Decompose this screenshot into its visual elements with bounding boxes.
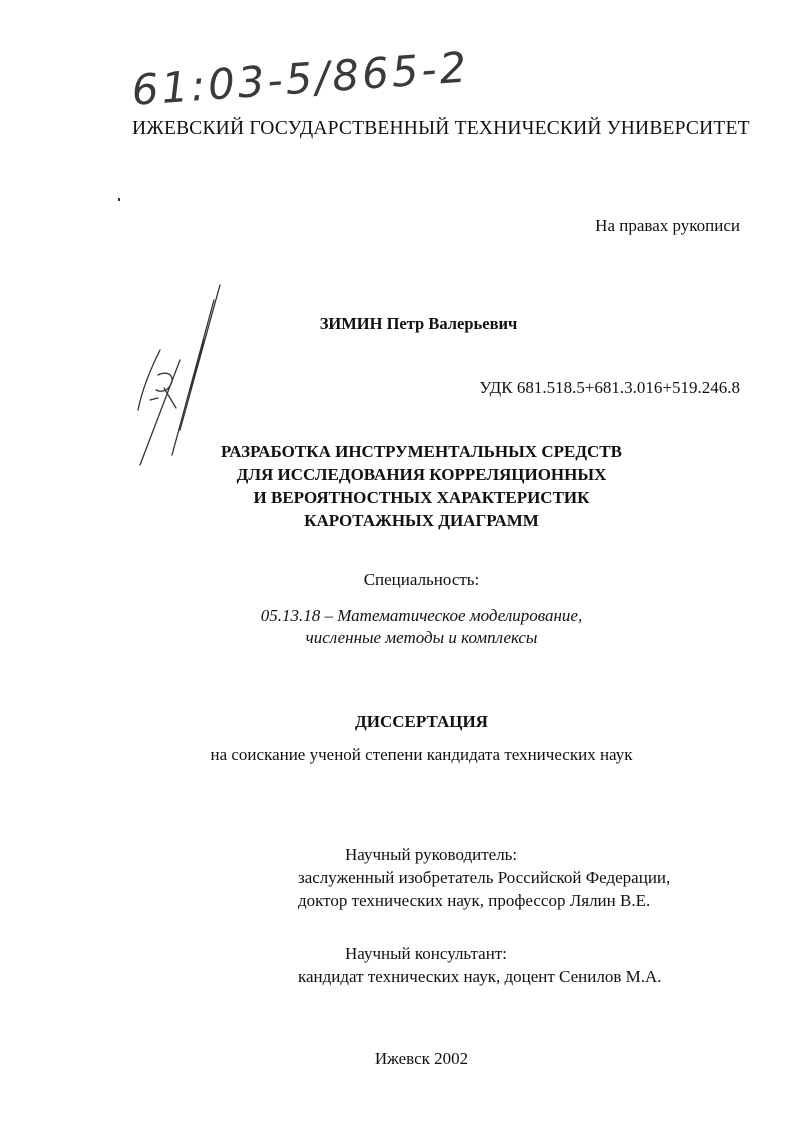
document-type: ДИССЕРТАЦИЯ	[355, 712, 488, 731]
manuscript-note: На правах рукописи	[595, 216, 740, 235]
specialty-line: численные методы и комплексы	[305, 628, 538, 647]
degree-statement: на соискание ученой степени кандидата технических наук	[210, 745, 633, 764]
title-line: ДЛЯ ИССЛЕДОВАНИЯ КОРРЕЛЯЦИОННЫХ	[236, 465, 607, 484]
specialty-line: 05.13.18 – Математическое моделирование,	[260, 606, 583, 625]
author-name: ЗИМИН Петр Валерьевич	[319, 314, 518, 333]
consultant-name: кандидат технических наук, доцент Сенилов М.А.	[298, 967, 662, 986]
title-line: РАЗРАБОТКА ИНСТРУМЕНТАЛЬНЫХ СРЕДСТВ	[221, 442, 622, 461]
consultant-label: Научный консультант:	[345, 944, 507, 963]
supervisor-title: заслуженный изобретатель Российской Федерации,	[298, 868, 671, 887]
title-line: И ВЕРОЯТНОСТНЫХ ХАРАКТЕРИСТИК	[253, 488, 590, 507]
specialty-value	[0, 605, 793, 649]
title-line: КАРОТАЖНЫХ ДИАГРАММ	[304, 511, 539, 530]
udc-code: УДК 681.518.5+681.3.016+519.246.8	[479, 378, 740, 397]
university-name: ИЖЕВСКИЙ ГОСУДАРСТВЕННЫЙ ТЕХНИЧЕСКИЙ УНИВЕРСИТЕТ	[132, 118, 750, 139]
archive-number: 61:03-5/865-2	[130, 42, 471, 115]
scan-speck	[118, 198, 120, 201]
supervisor-name: доктор технических наук, профессор Лялин В.Е.	[298, 891, 651, 910]
supervisor-label: Научный руководитель:	[345, 845, 518, 864]
dissertation-title	[0, 440, 793, 532]
city-year: Ижевск 2002	[374, 1049, 469, 1068]
specialty-label: Специальность:	[363, 570, 480, 589]
